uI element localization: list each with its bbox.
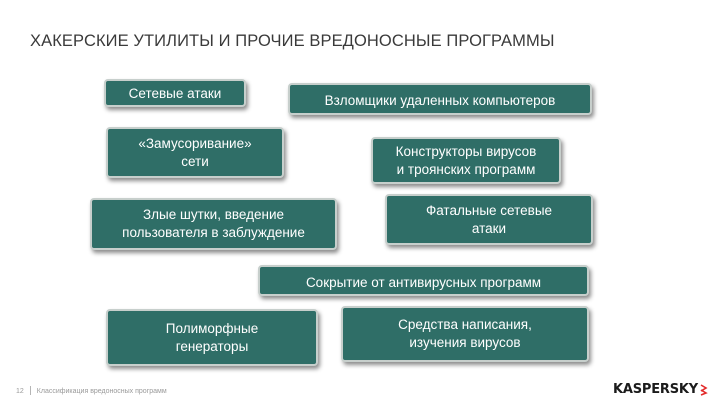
footer	[16, 386, 167, 395]
footer-caption: Классификация вредоносных программ	[36, 388, 167, 395]
box-antivirus-hiding: Сокрытие от антивирусных программ	[258, 265, 589, 296]
page-number: 12	[16, 388, 24, 395]
box-network-flooding: «Замусоривание» сети	[106, 127, 284, 178]
box-jokes: Злые шутки, введение пользователя в заблуждение	[90, 198, 337, 250]
slide-title: ХАКЕРСКИЕ УТИЛИТЫ И ПРОЧИЕ ВРЕДОНОСНЫЕ ПРОГРАММЫ	[30, 32, 555, 50]
box-remote-hackers: Взломщики удаленных компьютеров	[288, 83, 592, 115]
box-network-attacks: Сетевые атаки	[104, 79, 246, 107]
kaspersky-logo	[613, 382, 708, 397]
box-fatal-attacks: Фатальные сетевые атаки	[385, 194, 593, 245]
logo-text: KASPERSKY	[613, 382, 698, 397]
box-polymorphic-generators: Полиморфные генераторы	[106, 309, 318, 366]
logo-mark-icon	[700, 384, 708, 396]
box-virus-constructors: Конструкторы вирусов и троянских программ	[371, 137, 561, 184]
footer-separator	[30, 386, 31, 395]
box-virus-tools: Средства написания, изучения вирусов	[341, 306, 589, 362]
